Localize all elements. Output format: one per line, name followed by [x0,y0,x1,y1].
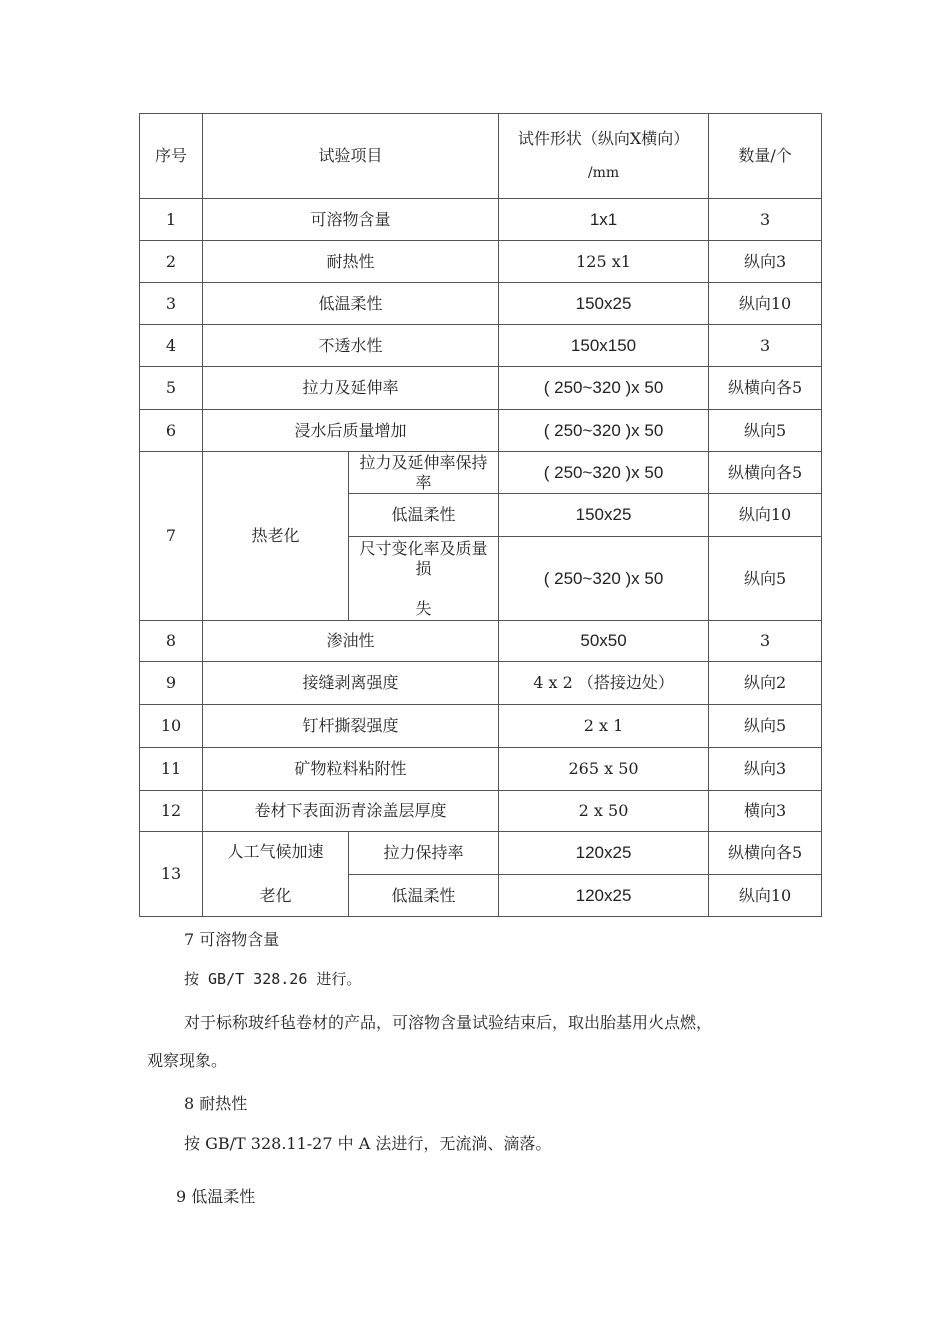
table-header-row [140,114,822,199]
row-item: 拉力保持率 [349,832,499,875]
row-item: 低温柔性 [349,875,499,917]
row-qty: 纵向5 [709,537,822,621]
row-group: 热老化 [203,452,349,621]
header-shape [499,114,709,199]
section-heading-8: 8 耐热性 [184,1094,248,1113]
row-qty: 横向3 [709,791,822,832]
table-row [140,832,822,875]
spec-table [139,113,822,917]
row-shape: 2 x 1 [499,705,709,748]
row-item: 拉力及延伸率 [203,367,499,410]
row-item: 接缝剥离强度 [203,662,499,705]
row-shape: ( 250~320 )x 50 [499,452,709,494]
row-no: 13 [140,832,203,917]
row-shape: 2 x 50 [499,791,709,832]
row-shape: 125 x1 [499,241,709,283]
row-qty: 纵向5 [709,705,822,748]
row-item: 拉力及延伸率保持率 [349,452,499,494]
row-item: 低温柔性 [349,494,499,537]
row-item: 耐热性 [203,241,499,283]
header-shape-label: 试件形状（纵向X横向） [517,129,690,148]
row-shape: ( 250~320 )x 50 [499,367,709,410]
row-qty: 纵向3 [709,241,822,283]
row-no: 5 [140,367,203,410]
section-heading-9: 9 低温柔性 [176,1187,256,1206]
row-no: 11 [140,748,203,791]
row-no: 2 [140,241,203,283]
row-item-multiline [349,537,499,621]
table-row [140,452,822,494]
row-group-line2: 老化 [259,886,292,905]
row-item-line2: 失 [415,598,432,618]
table-row [140,791,822,832]
row-qty: 纵向10 [709,494,822,537]
row-shape: ( 250~320 )x 50 [499,537,709,621]
row-shape: 150x25 [499,494,709,537]
row-no: 10 [140,705,203,748]
row-no: 8 [140,621,203,662]
row-item: 矿物粒料粘附性 [203,748,499,791]
row-shape: 1x1 [499,199,709,241]
header-item: 试验项目 [203,114,499,199]
row-shape: ( 250~320 )x 50 [499,410,709,452]
row-qty: 3 [709,325,822,367]
row-item: 卷材下表面沥青涂盖层厚度 [203,791,499,832]
header-shape-unit: /mm [587,165,620,181]
row-qty: 纵向2 [709,662,822,705]
row-shape: 4 x 2 （搭接边处） [499,662,709,705]
row-shape: 120x25 [499,832,709,875]
row-shape: 50x50 [499,621,709,662]
row-shape: 120x25 [499,875,709,917]
row-item-line1: 尺寸变化率及质量损 [359,538,488,578]
row-qty: 纵横向各5 [709,832,822,875]
table-row [140,410,822,452]
section-heading-7: 7 可溶物含量 [184,930,280,949]
table-row [140,241,822,283]
row-item: 浸水后质量增加 [203,410,499,452]
row-qty: 纵横向各5 [709,367,822,410]
header-no: 序号 [140,114,203,199]
paragraph-7b: 对于标称玻纤毡卷材的产品，可溶物含量试验结束后，取出胎基用火点燃， [184,1013,713,1032]
header-qty: 数量/个 [709,114,822,199]
row-no: 1 [140,199,203,241]
row-item: 钉杆撕裂强度 [203,705,499,748]
paragraph-7a: 按 GB/T 328.26 进行。 [184,970,362,988]
row-qty: 纵横向各5 [709,452,822,494]
row-group-multiline [203,832,349,917]
row-shape: 265 x 50 [499,748,709,791]
row-no: 9 [140,662,203,705]
row-item: 可溶物含量 [203,199,499,241]
row-qty: 纵向10 [709,875,822,917]
row-item: 渗油性 [203,621,499,662]
table-row [140,283,822,325]
table-row [140,748,822,791]
row-no: 7 [140,452,203,621]
row-qty: 3 [709,199,822,241]
paragraph-8: 按 GB/T 328.11-27 中 A 法进行，无流淌、滴落。 [184,1134,552,1153]
row-qty: 纵向3 [709,748,822,791]
row-shape: 150x150 [499,325,709,367]
row-qty: 纵向10 [709,283,822,325]
table-row [140,325,822,367]
table-row [140,662,822,705]
row-no: 4 [140,325,203,367]
row-qty: 3 [709,621,822,662]
row-item: 不透水性 [203,325,499,367]
table-row [140,199,822,241]
row-no: 6 [140,410,203,452]
row-shape: 150x25 [499,283,709,325]
paragraph-7c: 观察现象。 [147,1051,228,1070]
row-item: 低温柔性 [203,283,499,325]
row-no: 12 [140,791,203,832]
table-row [140,367,822,410]
table-row [140,621,822,662]
row-group-line1: 人工气候加速 [227,842,324,861]
table-row [140,705,822,748]
row-no: 3 [140,283,203,325]
row-qty: 纵向5 [709,410,822,452]
